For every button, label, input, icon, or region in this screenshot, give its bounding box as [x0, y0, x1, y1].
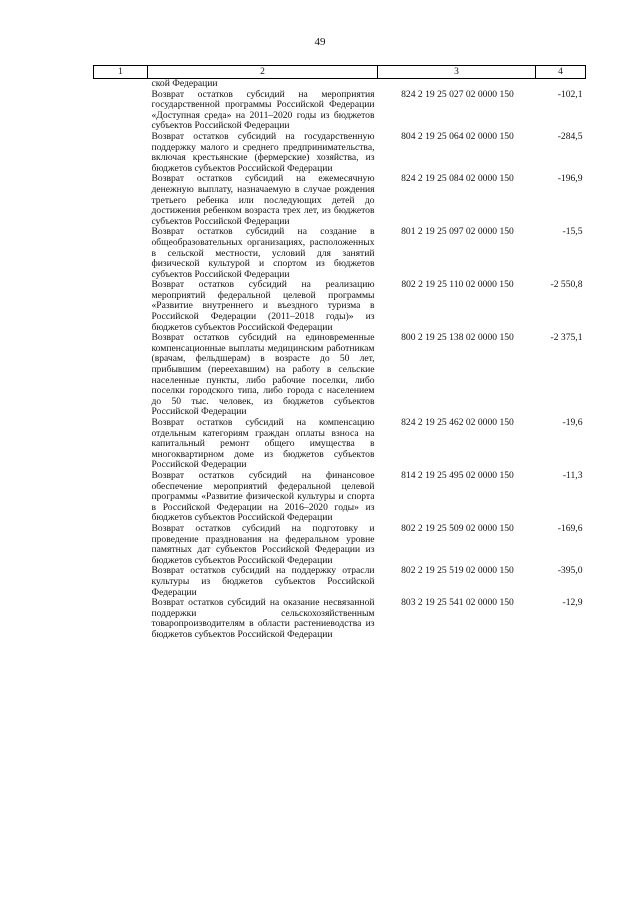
table-row: [94, 471, 586, 524]
budget-table: [93, 65, 586, 640]
row-description: Возврат остатков субсидий на мероприятия государственной программы Российской Федерации «Доступная среда» на 2011–2020 годы из бюджетов субъектов Российской Федерации: [151, 88, 375, 132]
row-description: Возврат остатков субсидий на поддержку отрасли культуры из бюджетов субъектов Российской Федерации: [151, 565, 375, 598]
header-row: [94, 66, 586, 79]
row-code: 803 2 19 25 541 02 0000 150: [401, 597, 514, 609]
row-description: Возврат остатков субсидий на оказание несвязанной поддержки сельскохозяйственным товаропроизводителям в области растениеводства из бюджетов субъектов Российской Федерации: [151, 597, 375, 640]
table-row: [94, 333, 586, 418]
row-amount: -169,6: [557, 522, 583, 534]
row-description: ской Федерации: [151, 78, 218, 89]
table-row: [94, 524, 586, 566]
row-code: 814 2 19 25 495 02 0000 150: [401, 469, 514, 481]
row-amount: -2 550,8: [550, 279, 583, 291]
column-header-4: 4: [536, 66, 586, 79]
row-description: Возврат остатков субсидий на создание в общеобразовательных организациях, расположенных в сельской местности, условий для занятий физической культурой и спортом из бюджетов субъектов Российской Федерации: [151, 226, 375, 280]
column-header-2: 2: [148, 66, 378, 79]
table-row: [94, 132, 586, 174]
row-description: Возврат остатков субсидий на финансовое обеспечение мероприятий федеральной целевой программы «Развитие физической культуры и спорта в Российской Федерации на 2016–2020 годы» из бюджетов субъектов Российской Федерации: [151, 469, 375, 524]
table-row: [94, 280, 586, 333]
row-amount: -19,6: [562, 417, 583, 428]
row-amount: -284,5: [557, 130, 583, 142]
row-code: 824 2 19 25 462 02 0000 150: [401, 417, 514, 428]
row-description: Возврат остатков субсидий на ежемесячную денежную выплату, назначаемую в случае рождения третьего ребенка или последующих детей до достижения ребенком возраста трех лет, из бюджетов субъектов Российской Федерации: [151, 173, 375, 227]
row-description: Возврат остатков субсидий на единовременные компенсационные выплаты медицинским работникам (врачам, фельдшерам) в возрасте до 50 лет, прибывшим (переехавшим) на работу в сельские населенные пункты, либо рабочие поселки, либо поселки городского типа, либо города с населением до 50 тыс. человек, из бюджетов субъектов Российской Федерации: [151, 332, 375, 418]
row-code: [378, 79, 536, 90]
table-row: [94, 598, 586, 640]
row-code: 802 2 19 25 519 02 0000 150: [401, 565, 514, 577]
column-header-1: 1: [94, 66, 148, 79]
row-amount: [536, 79, 586, 90]
column-header-3: 3: [378, 66, 536, 79]
page-number: 49: [314, 36, 326, 48]
table-row: [94, 79, 586, 90]
table-row: [94, 174, 586, 227]
table-row: [94, 227, 586, 280]
row-code: 804 2 19 25 064 02 0000 150: [401, 130, 514, 142]
row-amount: -11,3: [562, 469, 583, 481]
row-amount: -12,9: [562, 597, 583, 609]
row-description: Возврат остатков субсидий на компенсацию отдельным категориям граждан оплаты взноса на капитальный ремонт общего имущества в многоквартирном доме из бюджетов субъектов Российской Федерации: [151, 417, 375, 471]
row-description: Возврат остатков субсидий на реализацию мероприятий федеральной целевой программы «Развитие внутреннего и въездного туризма в Российской Федерации (2011–2018 годы)» из бюджетов субъектов Российской Федерации: [151, 279, 375, 333]
row-code: 801 2 19 25 097 02 0000 150: [401, 226, 514, 238]
row-description: Возврат остатков субсидий на государственную поддержку малого и среднего предпринимательства, включая крестьянские (фермерские) хозяйства, из бюджетов субъектов Российской Федерации: [151, 130, 375, 174]
table-row: [94, 90, 586, 132]
row-code: 800 2 19 25 138 02 0000 150: [401, 332, 514, 344]
table-row: [94, 566, 586, 598]
row-code: 824 2 19 25 084 02 0000 150: [401, 173, 514, 185]
row-amount: -102,1: [557, 88, 583, 100]
table-row: [94, 418, 586, 471]
row-code: 802 2 19 25 110 02 0000 150: [401, 279, 514, 291]
row-amount: -196,9: [557, 173, 583, 185]
row-code: 802 2 19 25 509 02 0000 150: [401, 522, 514, 534]
row-code: 824 2 19 25 027 02 0000 150: [401, 88, 514, 100]
row-description: Возврат остатков субсидий на подготовку и проведение празднования на федеральном уровне памятных дат субъектов Российской Федерации из бюджетов субъектов Российской Федерации: [151, 522, 375, 566]
row-amount: -2 375,1: [550, 332, 583, 344]
row-amount: -15,5: [562, 226, 583, 238]
row-amount: -395,0: [557, 565, 583, 577]
